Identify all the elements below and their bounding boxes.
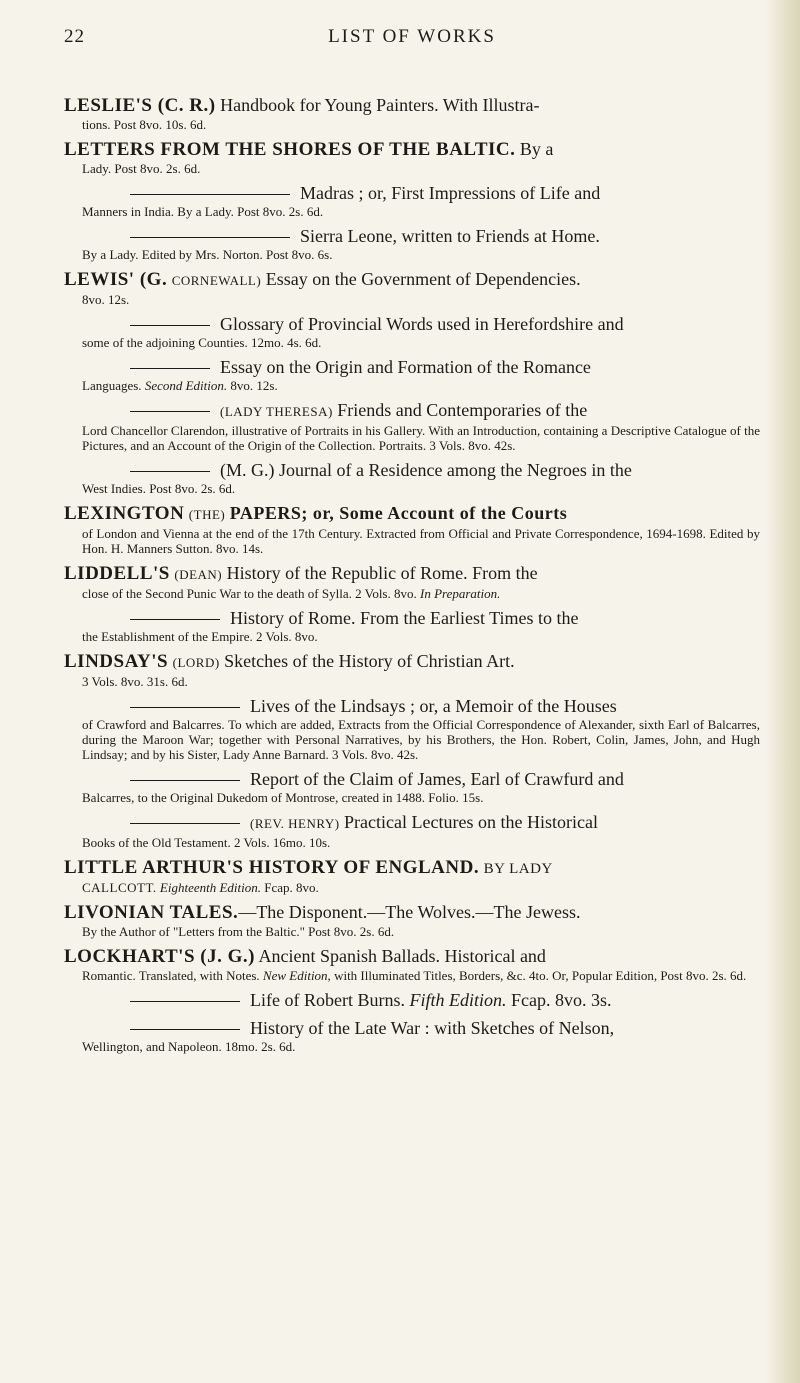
ditto-rule [130, 237, 290, 238]
ditto-rule [130, 194, 290, 195]
ditto-rule [130, 411, 210, 412]
ditto-rule [130, 823, 240, 824]
list-entry: (M. G.) Journal of a Residence among the Negroes in the West Indies. Post 8vo. 2s. 6d. [82, 460, 632, 496]
running-head-title: LIST OF WORKS [328, 26, 496, 47]
list-entry: LEXINGTON (THE) PAPERS; or, Some Account of the Courts of London and Vienna at the end of the 17th Century. Extracted from Official and Private Correspondence, 1694-1698. Edited by Hon. H. Manners Sutton. 8vo. 14s. [64, 503, 760, 556]
list-entry: History of the Late War : with Sketches of Nelson, Wellington, and Napoleon. 18mo. 2s. 6d. [82, 1018, 615, 1054]
list-entry: Life of Robert Burns. Fifth Edition. Fcap. 8vo. 3s. [64, 989, 760, 1011]
list-entry: Glossary of Provincial Words used in Herefordshire and some of the adjoining Counties. 12mo. 4s. 6d. [82, 314, 624, 350]
list-entry: History of Rome. From the Earliest Times to the the Establishment of the Empire. 2 Vols. 8vo. [82, 608, 579, 644]
page-edge-shadow [766, 0, 800, 1383]
list-entry: LITTLE ARTHUR'S HISTORY OF ENGLAND. BY LADY CALLCOTT. Eighteenth Edition. Fcap. 8vo. [64, 857, 553, 895]
list-entry: Report of the Claim of James, Earl of Crawfurd and Balcarres, to the Original Dukedom of Montrose, created in 1488. Folio. 15s. [82, 769, 624, 805]
list-entry: LESLIE'S (C. R.) Handbook for Young Painters. With Illustra- tions. Post 8vo. 10s. 6d. [64, 95, 540, 132]
ditto-rule [130, 707, 240, 708]
list-entry: LIDDELL'S (DEAN) History of the Republic of Rome. From the close of the Second Punic War to the death of Sylla. 2 Vols. 8vo. In Preparation. [64, 563, 538, 601]
book-page [64, 20, 760, 1060]
ditto-rule [130, 619, 220, 620]
ditto-rule [130, 1001, 240, 1002]
list-entry: Lives of the Lindsays ; or, a Memoir of the Houses of Crawford and Balcarres. To which are added, Extracts from the Official Correspondence of Alexander, sixth Earl of Balcarres, during the Maroon War; together with Personal Narratives, by his Brothers, the Hon. Robert, Colin, James, John, and Hugh Lindsay; and by his Sister, Lady Anne Barnard. 3 Vols. 8vo. 42s. [82, 696, 760, 762]
list-entry: (LADY THERESA) Friends and Contemporaries of the Lord Chancellor Clarendon, illustrative of Portraits in his Gallery. With an Introduction, containing a Descriptive Catalogue of the Pictures, and an Account of the Origin of the Collection. Portraits. 3 Vols. 8vo. 42s. [82, 400, 760, 453]
ditto-rule [130, 1029, 240, 1030]
page-number: 22 [64, 26, 85, 47]
list-entry: LOCKHART'S (J. G.) Ancient Spanish Ballads. Historical and Romantic. Translated, with Notes. New Edition, with Illuminated Titles, Borders, &c. 4to. Or, Popular Edition, Post 8vo. 2s. 6d. [64, 946, 747, 983]
ditto-rule [130, 780, 240, 781]
ditto-rule [130, 368, 210, 369]
running-head [64, 20, 760, 60]
list-entry: Essay on the Origin and Formation of the Romance Languages. Second Edition. 8vo. 12s. [82, 357, 591, 393]
list-entry: LEWIS' (G. CORNEWALL) Essay on the Government of Dependencies. 8vo. 12s. [64, 269, 581, 307]
list-entry: (REV. HENRY) Practical Lectures on the Historical Books of the Old Testament. 2 Vols. 16mo. 10s. [82, 812, 598, 850]
ditto-rule [130, 471, 210, 472]
list-entry: Sierra Leone, written to Friends at Home. By a Lady. Edited by Mrs. Norton. Post 8vo. 6s. [82, 226, 600, 262]
list-entry: LETTERS FROM THE SHORES OF THE BALTIC. By a Lady. Post 8vo. 2s. 6d. [64, 139, 554, 176]
works-list [64, 94, 760, 1054]
list-entry: Madras ; or, First Impressions of Life and Manners in India. By a Lady. Post 8vo. 2s. 6d. [82, 183, 601, 219]
list-entry: LIVONIAN TALES.—The Disponent.—The Wolves.—The Jewess. By the Author of "Letters from the Baltic." Post 8vo. 2s. 6d. [64, 902, 581, 939]
list-entry: LINDSAY'S (LORD) Sketches of the History of Christian Art. 3 Vols. 8vo. 31s. 6d. [64, 651, 515, 689]
ditto-rule [130, 325, 210, 326]
